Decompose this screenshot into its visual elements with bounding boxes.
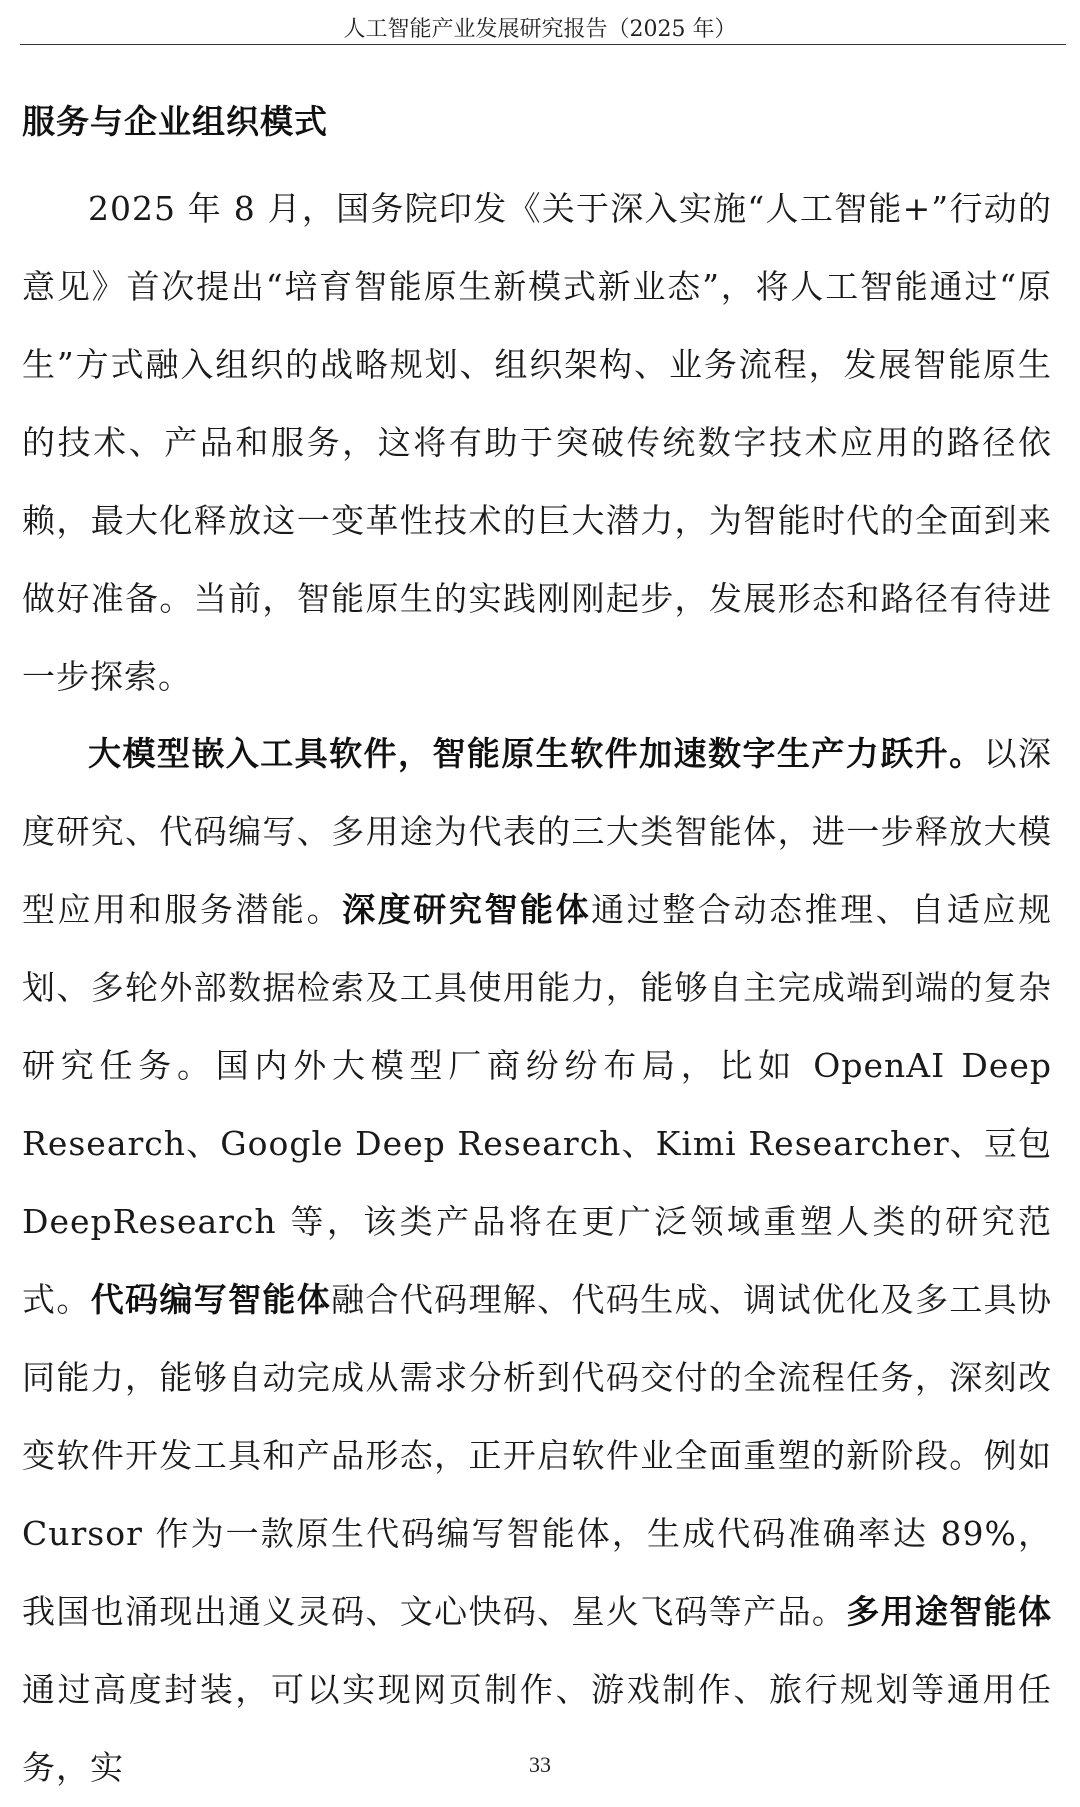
paragraph-agents — [22, 715, 1052, 1807]
page-number: 33 — [529, 1752, 551, 1777]
paragraph-text-a: 以深度研究、代码编写、多用途为代表的三大类智能体，进一步释放大模型应用和服务潜能。 — [22, 734, 1053, 929]
running-header: 人工智能产业发展研究报告（2025 年） — [343, 17, 737, 42]
keyword-deep-research-agent: 深度研究智能体 — [342, 890, 592, 929]
paragraph-text-d: 通过高度封装，可以实现网页制作、游戏制作、旅行规划等通用任务，实 — [22, 1670, 1052, 1787]
paragraph-text-b: 通过整合动态推理、自适应规划、多轮外部数据检索及工具使用能力，能够自主完成端到端的复杂研究任务。国内外大模型厂商纷纷布局，比如 OpenAI Deep Research、Google Deep Research、Kimi Researcher、豆包 DeepResearch 等，该类产品将在更广泛领域重塑人类的研究范式。 — [22, 890, 1053, 1319]
keyword-coding-agent: 代码编写智能体 — [90, 1280, 332, 1319]
header-divider — [20, 44, 1066, 45]
paragraph-lead-bold: 大模型嵌入工具软件，智能原生软件加速数字生产力跃升。 — [88, 734, 984, 773]
paragraph-intro: 2025 年 8 月，国务院印发《关于深入实施“人工智能+”行动的意见》首次提出“培育智能原生新模式新业态”，将人工智能通过“原生”方式融入组织的战略规划、组织架构、业务流程，发展智能原生的技术、产品和服务，这将有助于突破传统数字技术应用的路径依赖，最大化释放这一变革性技术的巨大潜力，为智能时代的全面到来做好准备。当前，智能原生的实践刚刚起步，发展形态和路径有待进一步探索。 — [22, 189, 1052, 696]
keyword-multipurpose-agent: 多用途智能体 — [846, 1592, 1053, 1631]
section-heading: 服务与企业组织模式 — [22, 102, 328, 141]
paragraph-text-c: 融合代码理解、代码生成、调试优化及多工具协同能力，能够自动完成从需求分析到代码交付的全流程任务，深刻改变软件开发工具和产品形态，正开启软件业全面重塑的新阶段。例如 Cursor 作为一款原生代码编写智能体，生成代码准确率达 89%，我国也涌现出通义灵码、文心快码、星火飞码等产品。 — [22, 1280, 1053, 1631]
